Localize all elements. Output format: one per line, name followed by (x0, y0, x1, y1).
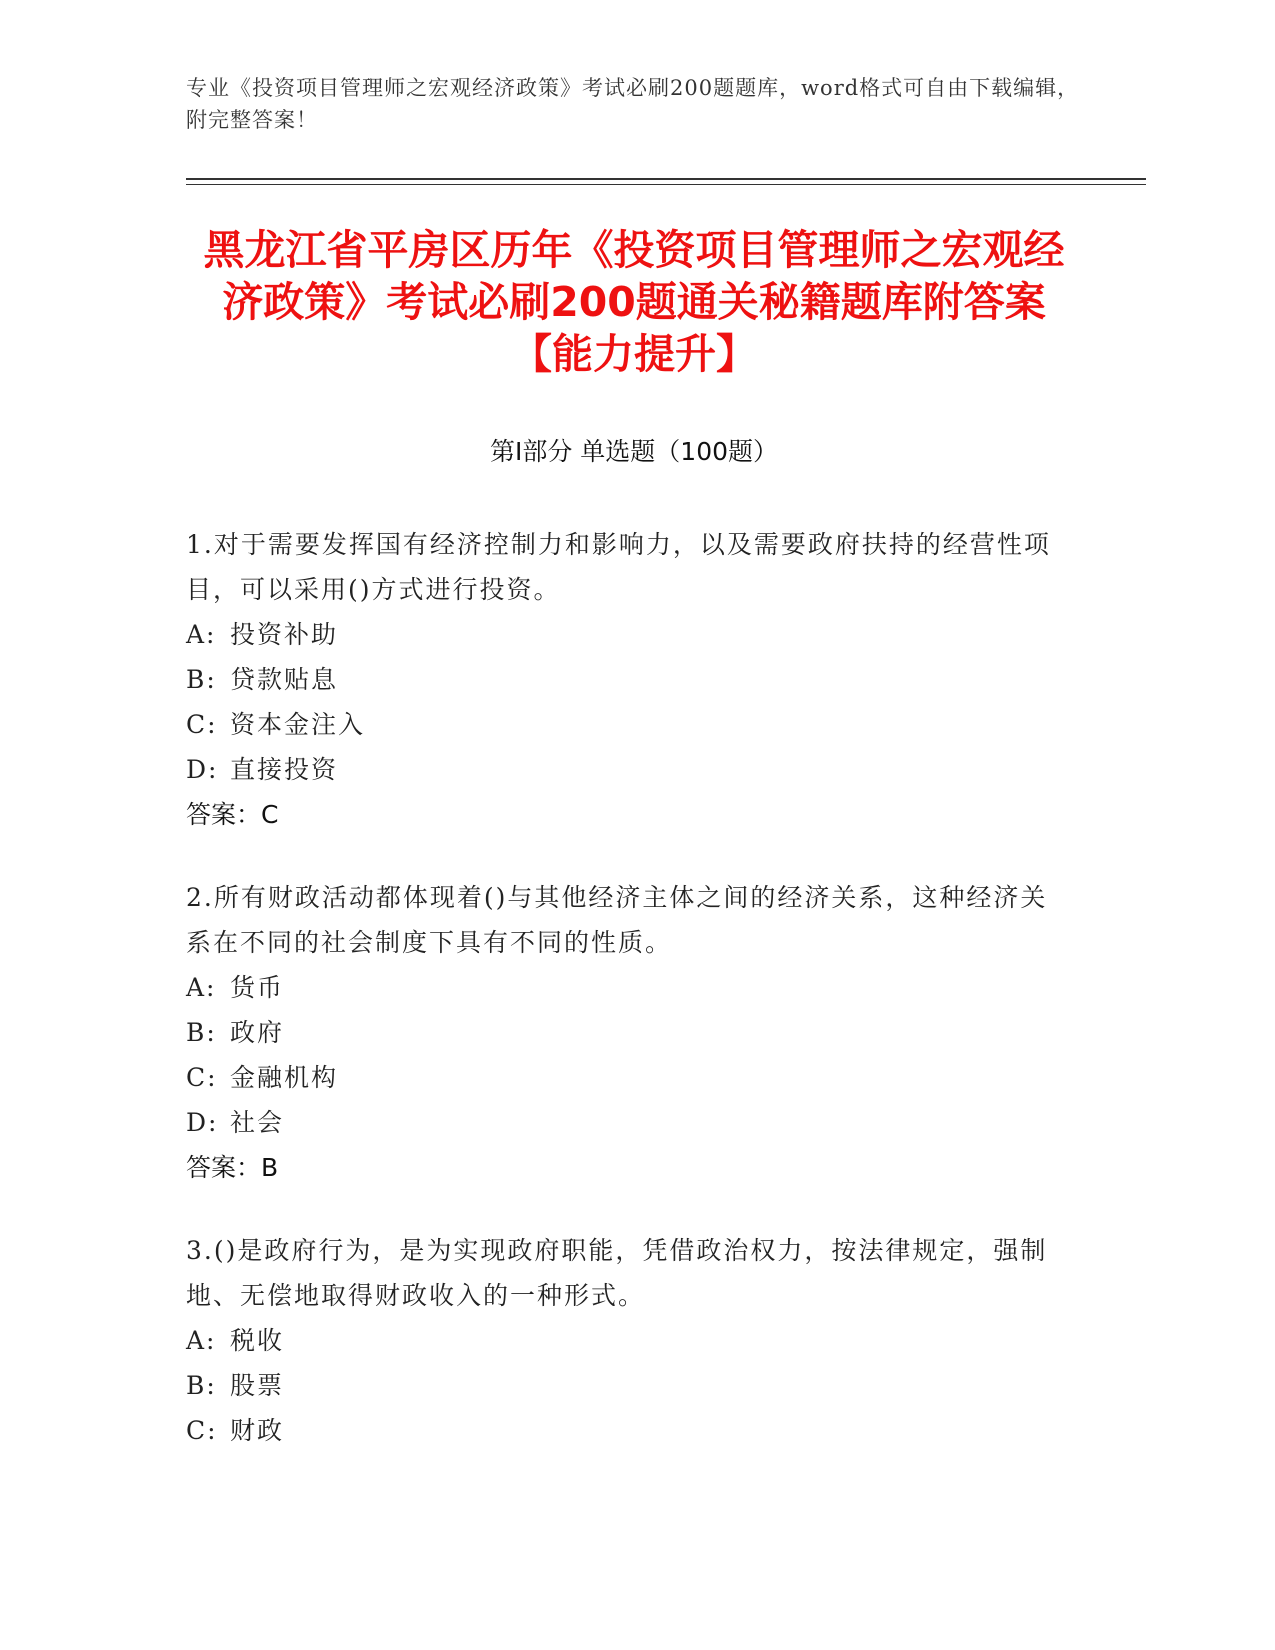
question-1 (186, 522, 1066, 837)
option-key: C: (186, 1416, 218, 1445)
header-divider-thin (186, 184, 1146, 185)
option-c (186, 1055, 1066, 1100)
option-b (186, 657, 1066, 702)
option-key: C: (186, 710, 218, 739)
option-key: D: (186, 1108, 219, 1137)
option-a (186, 1318, 1066, 1363)
section-title: 第Ⅰ部分 单选题（100题） (489, 437, 779, 466)
option-a (186, 965, 1066, 1010)
option-d (186, 1100, 1066, 1145)
question-text: 2.所有财政活动都体现着()与其他经济主体之间的经济关系，这种经济关系在不同的社会制度下具有不同的性质。 (186, 883, 1048, 957)
question-text: 3.()是政府行为，是为实现政府职能，凭借政治权力，按法律规定，强制地、无偿地取得财政收入的一种形式。 (186, 1236, 1048, 1310)
option-key: A: (186, 620, 217, 649)
option-b (186, 1010, 1066, 1055)
option-key: B: (186, 1018, 217, 1047)
question-3 (186, 1228, 1066, 1453)
question-list (186, 522, 1066, 1491)
option-a (186, 612, 1066, 657)
option-text: 股票 (230, 1371, 285, 1400)
document-title: 黑龙江省平房区历年《投资项目管理师之宏观经济政策》考试必刷200题通关秘籍题库附答案【能力提升】 (203, 226, 1065, 378)
option-key: D: (186, 755, 219, 784)
option-text: 社会 (230, 1108, 285, 1137)
answer: 答案：B (186, 1153, 279, 1182)
option-text: 货币 (230, 973, 285, 1002)
header-note: 专业《投资项目管理师之宏观经济政策》考试必刷200题题库，word格式可自由下载编辑，附完整答案！ (186, 76, 1080, 132)
option-key: A: (186, 1326, 217, 1355)
option-c (186, 702, 1066, 747)
option-text: 税收 (230, 1326, 285, 1355)
option-b (186, 1363, 1066, 1408)
option-text: 金融机构 (230, 1063, 339, 1092)
option-text: 政府 (230, 1018, 285, 1047)
option-d (186, 747, 1066, 792)
question-text: 1.对于需要发挥国有经济控制力和影响力，以及需要政府扶持的经营性项目，可以采用()方式进行投资。 (186, 530, 1051, 604)
option-key: B: (186, 1371, 217, 1400)
option-key: A: (186, 973, 217, 1002)
answer: 答案：C (186, 800, 279, 829)
option-text: 投资补助 (230, 620, 339, 649)
question-2 (186, 875, 1066, 1190)
option-text: 财政 (230, 1416, 285, 1445)
option-key: B: (186, 665, 217, 694)
option-text: 资本金注入 (230, 710, 366, 739)
option-c (186, 1408, 1066, 1453)
option-text: 贷款贴息 (230, 665, 339, 694)
header-divider-thick (186, 178, 1146, 180)
option-text: 直接投资 (230, 755, 339, 784)
option-key: C: (186, 1063, 218, 1092)
